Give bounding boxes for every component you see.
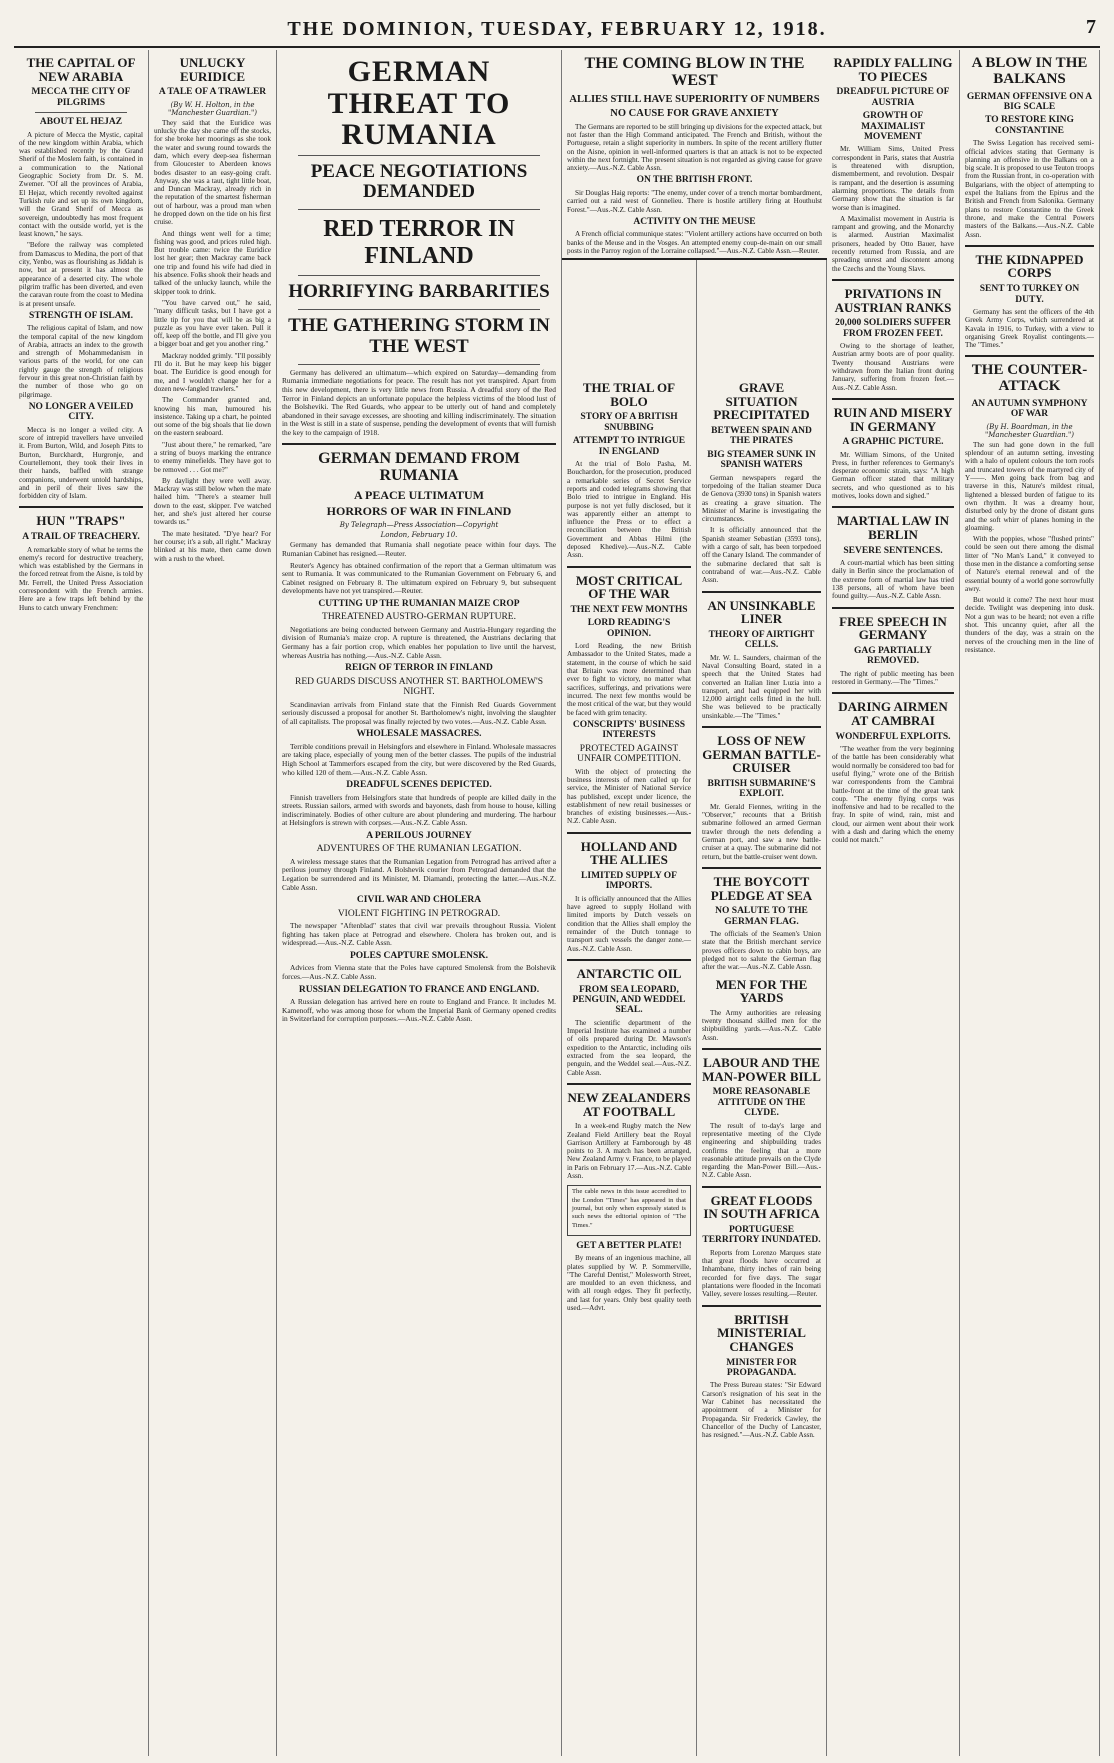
article-paragraph: Owing to the shortage of leather, Austrian army boots are of poor quality. Twenty thousand Austrians were withdrawn from the Italian front during January, suffering from frozen feet.—Aus.-N.Z. Cable Assn. [832, 342, 954, 392]
divider [965, 355, 1094, 357]
headline: ANTARCTIC OIL [576, 965, 682, 981]
divider [298, 364, 540, 365]
subheadline: PORTUGUESE TERRITORY INUNDATED. [702, 1225, 821, 1246]
article-paragraph: The sun had gone down in the full splendour of an autumn setting, investing with a halo of opulent colours the torn roofs and truncated towers of the martyred city of Y——. Men going back from bag and traverse in this, Nature's mildest ritual, lightened a blessed burden of fatigue to its own rhythm. It was a dreamy hour, disturbed only by the drone of distant guns and the soft whirr of planes homing in the gloaming. [965, 440, 1094, 532]
column-6 [827, 50, 960, 1756]
article-paragraph: They said that the Euridice was unlucky the day she came off the stocks, for she broke her moorings as she took the water and swung round towards the dam, which every deep-sea fisherman from Gloucester to Aberdeen knows bodes disaster to an easy-going craft. Anyway, she was a taut, tight little boat, and Duncan Mackray, already rich in the reputation of the smartest fisherman out of harbour, was a proud man when he dropped down on the tide on his first cruise. [154, 118, 271, 227]
subheadline: AN AUTUMN SYMPHONY OF WAR [971, 398, 1088, 420]
editorial-note: The cable news in this issue accredited to the London "Times" has appeared in that journal, but only when expressly stated is such news the editorial opinion of "The Times." [572, 1188, 686, 1229]
headline: A BLOW IN THE BALKANS [971, 55, 1088, 87]
article-paragraph: "You have carved out," he said, "many difficult tasks, but I have got a little tip for you that will be as big a puzzle as you have ever taken. Pull it off, keep off the bottle, and I'll give you a bigger boat and get you another ring." [154, 298, 271, 349]
headline: GERMAN DEMAND FROM RUMANIA [318, 450, 520, 485]
lead-deck: PEACE NEGOTIATIONS DEMANDED [310, 160, 528, 203]
column-7 [960, 50, 1100, 1756]
headline: AN UNSINKABLE LINER [707, 597, 816, 627]
article-paragraph: The right of public meeting has been restored in Germany.—The "Times." [832, 669, 954, 687]
subheadline: SEVERE SENTENCES. [843, 545, 943, 556]
section-heading: REIGN OF TERROR IN FINLAND [345, 663, 493, 674]
divider [702, 1186, 821, 1188]
lead-summary: Germany has delivered an ultimatum—which expired on Saturday—demanding from Rumania immediate negotiations for peace. The result has not yet transpired. Apart from this new development, there is very little news from Russia. A dreadful story of the Red Terror in Finland depicts an unfortunate populace the helpless victims of the blood lust of the Bolsheviki. The Red Guards, who appear to be utterly out of hand and completely abandoned in their savage excesses, are shooting and killing indiscriminately. The situation in the West is still in a state of suspense, pending the development of events that will furnish the key to the campaign of 1918. [282, 367, 556, 437]
section-subheading: PROTECTED AGAINST UNFAIR COMPETITION. [577, 743, 681, 765]
subheadline: THE NEXT FEW MONTHS [570, 604, 688, 615]
section-heading: ON THE BRITISH FRONT. [636, 175, 753, 186]
article-paragraph: A Russian delegation has arrived here en route to England and France. It includes M. Kamenoff, who was among those for whom the Imperial Bank of Germany opened credits in Switzerland for corruption purposes.—Aus.-N.Z. Cable Assn. [282, 996, 556, 1024]
divider [702, 1305, 821, 1307]
subheadline: A TALE OF A TRAWLER [158, 87, 267, 98]
subheadline: BIG STEAMER SUNK IN SPANISH WATERS [707, 449, 816, 471]
headline: THE CAPITAL OF NEW ARABIA [26, 55, 136, 84]
subheadline: NO SALUTE TO THE GERMAN FLAG. [715, 906, 808, 927]
section-heading: ACTIVITY ON THE MEUSE [633, 216, 756, 227]
article-paragraph: Mr. William Sims, United Press correspondent in Paris, states that Austria is threatened with disruption, dismemberment, and revolution. Despair is rampant, and the desertion is assuming alarming proportions. The details from Germany show that the situation is far worse than is imagined. [832, 145, 954, 212]
section-heading: A PERILOUS JOURNEY [366, 830, 472, 841]
masthead [14, 12, 1100, 48]
wire-credit: By Telegraph—Press Association—Copyright [339, 521, 499, 530]
subheadline: LORD READING'S OPINION. [587, 618, 671, 639]
section-heading: NO LONGER A VEILED CITY. [28, 401, 134, 423]
subheadline: ALLIES STILL HAVE SUPERIORITY OF NUMBERS [569, 93, 820, 105]
section-subheading: ADVENTURES OF THE RUMANIAN LEGATION. [316, 844, 522, 855]
subheadline: STORY OF A BRITISH SNUBBING [580, 412, 678, 433]
article-paragraph: Germany has demanded that Rumania shall negotiate peace within four days. The Rumanian Cabinet has resigned.—Reuter. [282, 540, 556, 559]
article-paragraph: It is officially announced that the Spanish steamer Sebastian (3593 tons), with a cargo of salt, has been torpedoed off the Canary Island. The commander of the submarine declared that salt is contraband of war.—Aus.-N.Z. Cable Assn. [702, 526, 821, 585]
headline: THE COUNTER-ATTACK [971, 362, 1088, 395]
headline: THE COMING BLOW IN THE WEST [584, 55, 805, 89]
article-paragraph: The newspaper "Aftenblad" states that civil war prevails throughout Russia. Violent fighting has taken place at Petrograd and elsewhere. Cholera has broken out, and is widespread.—Aus.-N.Z. Cable Assn. [282, 921, 556, 948]
subheadline: TO RESTORE KING CONSTANTINE [985, 115, 1074, 136]
subheadline: A GRAPHIC PICTURE. [842, 437, 944, 448]
headline: HOLLAND AND THE ALLIES [580, 838, 678, 868]
divider [832, 398, 954, 400]
subheadline: A TRAIL OF TREACHERY. [22, 532, 140, 543]
divider [19, 506, 143, 508]
headline: GREAT FLOODS IN SOUTH AFRICA [703, 1192, 820, 1222]
subheadline: GERMAN OFFENSIVE ON A BIG SCALE [966, 91, 1093, 112]
article-paragraph: And things went well for a time; fishing was good, and prices ruled high. But trouble came: twice the Euridice lost her gear; then Mackray came back one trip and found his wife had died in his absence. Folks shook their heads and talked of the unlucky launch, while the skipper took to drink. [154, 229, 271, 296]
column-lead [277, 50, 562, 1756]
article-paragraph: A French official communique states: "Violent artillery actions have occurred on both banks of the Meuse and in the Vosges. An attempted enemy coup-de-main on our small posts in the Parroy region of the Lorraine collapsed."—Aus.-N.Z. Cable Assn.—Reuter. [567, 230, 822, 255]
section-subheading: VIOLENT FIGHTING IN PETROGRAD. [337, 908, 501, 919]
column-2 [149, 50, 277, 1756]
divider [702, 726, 821, 728]
article-paragraph: A remarkable story of what he terms the enemy's record for destructive treachery, which was established by the Germans in the forced retreat from the Aisne, is told by Mr. Ferrell, the United Press Association correspondent with the French armies. Here are a few traps left behind by the Huns to catch unwary Frenchmen: [19, 545, 143, 612]
section-heading: CONSCRIPTS' BUSINESS INTERESTS [572, 719, 686, 741]
headline: THE KIDNAPPED CORPS [975, 251, 1084, 281]
article-paragraph: It is officially announced that the Allies have agreed to supply Holland with limited imports by Dutch vessels on condition that the Allies shall employ the remainder of the Dutch tonnage to transport such vessels the danger zone.—Aus.-N.Z. Cable Assn. [567, 894, 691, 953]
article-paragraph: By daylight they were well away. Mackray was still below when the mate hailed him. "There's a steamer hull down to the east, skipper. I've watched her, and she's just altered her course towards us." [154, 476, 271, 527]
subheadline: FROM SEA LEOPARD, PENGUIN, AND WEDDEL SEAL. [572, 984, 686, 1016]
divider [298, 155, 540, 156]
headline: FREE SPEECH IN GERMANY [839, 613, 947, 643]
article-paragraph: But would it come? The next hour must decide. Twilight was deepening into dusk. Not a gun was to be heard; not even a rifle shot. This uncanny quiet, after all the thunders of the day, was a strain on the nerves of the crouching men in the line of resistance. [965, 596, 1094, 654]
subheadline: ATTEMPT TO INTRIGUE IN ENGLAND [572, 436, 686, 457]
article-paragraph: Advices from Vienna state that the Poles have captured Smolensk from the Bolshevik forces.—Aus.-N.Z. Cable Assn. [282, 963, 556, 981]
divider [567, 1083, 691, 1085]
article-paragraph: A court-martial which has been sitting daily in Berlin since the proclamation of the extreme form of martial law has tried 138 persons, all of whom have been found guilty.—Aus.-N.Z. Cable Assn. [832, 559, 954, 601]
divider [35, 112, 127, 113]
section-subheading: RED GUARDS DISCUSS ANOTHER ST. BARTHOLOMEW'S NIGHT. [295, 676, 543, 698]
section-heading: CUTTING UP THE RUMANIAN MAIZE CROP [318, 599, 520, 610]
subheadline: HORRORS OF WAR IN FINLAND [326, 504, 512, 519]
headline: THE BOYCOTT PLEDGE AT SEA [710, 873, 813, 903]
subheadline: ABOUT EL HEJAZ [39, 117, 123, 128]
lead-headline: GERMAN THREAT TO RUMANIA [327, 55, 511, 151]
article-paragraph: "The weather from the very beginning of the battle has been considerably what would normally be considered too bad for useful flying," wrote one of the British war correspondents from the Cambrai battle-front at the time of the great tank coup. "The enemy flying corps was inoffensive and had to be recalled to the fray. In spite of wind, rain, mist and cloud, our airmen went about their work with a dash and daring which the enemy could not match." [832, 745, 954, 845]
byline: (By H. Boardman, in the "Manchester Guardian.") [985, 422, 1074, 439]
subheadline: MORE REASONABLE ATTITUDE ON THE CLYDE. [712, 1087, 811, 1119]
divider [298, 209, 540, 210]
headline: MOST CRITICAL OF THE WAR [575, 572, 683, 602]
subheadline: MINISTER FOR PROPAGANDA. [726, 1357, 797, 1379]
article-paragraph: A wireless message states that the Rumanian Legation from Petrograd has arrived after a perilous journey through Finland. A Bolshevik courier from Petrograd demanded that the Legation be surrendered and its Minister, M. Diamandi, protecting the latter.—Aus.-N.Z. Cable Assn. [282, 856, 556, 892]
article-paragraph: Mr. William Simons, of the United Press, in further references to Germany's desperate economic strain, says: "A high German officer stated that military secrets, and who questioned as to his motives, looks down and sighed." [832, 450, 954, 501]
article-paragraph: Sir Douglas Haig reports: "The enemy, under cover of a trench mortar bombardment, carried out a raid west of Gonnelieu. There is hostile artillery firing at Houthulst Forest."—Aus.-N.Z. Cable Assn. [567, 188, 822, 214]
page-number: 7 [1086, 16, 1096, 38]
advert-heading: GET A BETTER PLATE! [576, 1240, 682, 1251]
article-paragraph: "Before the railway was completed from Damascus to Medina, the port of that city, Yenbo, was as flourishing as Jiddah is now, but at present it has almost the appearance of a deserted city. The whole pilgrim traffic has been diverted, and even the caravan route from the coast to Medina is at present unsafe. [19, 241, 143, 308]
article-paragraph: The Germans are reported to be still bringing up divisions for the expected attack, but not faster than the High Command anticipated. The French and British, without the Portuguese, retain a slight superiority in numbers. In spite of the recent artillery flutter on the Aisne, opinion in well-informed quarters is that an attack is not to be expected within the next fortnight. The present situation is not regarded as giving cause for grave anxiety.—Aus.-N.Z. Cable Assn. [567, 122, 822, 173]
article-paragraph: At the trial of Bolo Pasha, M. Bouchardon, for the prosecution, produced a remarkable series of Secret Service reports and coded telegrams showing that Bolo tried to intrigue in England. His purpose is not yet fully disclosed, but it was apparently either an attempt to influence the Press or to effect a reconciliation between the British Government and Abbas Hilmi (the deposed Khedive).—Aus.-N.Z. Cable Assn. [567, 460, 691, 560]
headline: PRIVATIONS IN AUSTRIAN RANKS [834, 285, 952, 315]
section-heading: POLES CAPTURE SMOLENSK. [349, 950, 489, 961]
article-paragraph: A Maximalist movement in Austria is rampant and growing, and the Monarchy is alarmed. Austrian Maximalist prisoners, headed by Otto Bauer, have recently returned from Russia, and are spreading unrest and discontent among the Czechs and the Young Slavs. [832, 214, 954, 273]
article-paragraph: Negotiations are being conducted between Germany and Austria-Hungary regarding the division of Rumania's maize crop. A rupture is threatened, the Austrians declaring that Germany has a fair portion crop, which enables her population to live until the harvest, whereas Austria has nothing.—Aus.-N.Z. Cable Assn. [282, 624, 556, 660]
lead-deck: THE GATHERING STORM IN THE WEST [288, 314, 550, 357]
article-paragraph: With the poppies, whose "flushed prints" could be seen out there among the dismal litter of "No Man's Land," it conveyed to those men in the distance a comforting sense of Nature's eternal renewal and of the essential bounty of a world gone sorrowfully awry. [965, 535, 1094, 593]
section-heading: CIVIL WAR AND CHOLERA [356, 895, 482, 906]
article-paragraph: With the object of protecting the business interests of men called up for service, the Minister of National Service has published, except under licence, the establishment of new retail businesses or branches of existing businesses.—Aus.-N.Z. Cable Assn. [567, 767, 691, 826]
section-subheading: THREATENED AUSTRO-GERMAN RUPTURE. [322, 612, 516, 623]
subheadline: BETWEEN SPAIN AND THE PIRATES [711, 425, 812, 447]
subheadline: THEORY OF AIRTIGHT CELLS. [708, 629, 815, 651]
divider [832, 279, 954, 281]
byline: (By W. H. Holton, in the "Manchester Guardian.") [168, 100, 257, 117]
article-paragraph: The Swiss Legation has received semi-official advices stating that Germany is planning an offensive in the Balkans on a big scale. It is proposed to use Teuton troops from the Russian front, in co-operation with Bulgarians, with the object of attempting to expel the Italians from the Epirus and the British and French from Salonika. Germany plans to restore Constantine to the Greek throne, and make the Central Powers masters of the Balkans.—Aus.-N.Z. Cable Assn. [965, 139, 1094, 239]
headline: NEW ZEALANDERS AT FOOTBALL [567, 1089, 691, 1119]
section-heading: STRENGTH OF ISLAM. [29, 310, 133, 321]
article-paragraph: Lord Reading, the new British Ambassador to the United States, made a statement, in the course of which he said that Britain was more determined than ever to fight to victory, no matter what sacrifices, sufferings, and privations were incurred. The next few months would be the most critical of the war, but they would be faced with grim tenacity. [567, 642, 691, 717]
headline: MEN FOR THE YARDS [715, 976, 808, 1006]
headline: UNLUCKY EURIDICE [179, 55, 246, 84]
divider [282, 443, 556, 445]
divider [702, 867, 821, 869]
article-paragraph: Scandinavian arrivals from Finland state that the Finnish Red Guards Government seriously discussed a proposal for another St. Bartholomew's night, involving the slaughter of all capitalists. The proposal was finally rejected by two votes.—Aus.-N.Z. Cable Assn. [282, 699, 556, 726]
column-5 [697, 50, 827, 1756]
article-paragraph: The officials of the Seamen's Union state that the British merchant service proves officers down to cabin boys, are pledged not to salute the German flag after the war.—Aus.-N.Z. Cable Assn. [702, 930, 821, 972]
divider [298, 309, 540, 310]
headline: BRITISH MINISTERIAL CHANGES [717, 1311, 806, 1354]
headline: RAPIDLY FALLING TO PIECES [833, 55, 953, 84]
article-paragraph: A picture of Mecca the Mystic, capital of the new kingdom within Arabia, which was established recently by the Grand Sherif of the Moslem faith, is contained in a communication to the National Geographic Society from Dr. S. M. Zwemer. "Of all the provinces of Arabia, El Hejaz, which recently revolted against Turkish rule and set up its own kingdom, will the Grand Sherif of Mecca as sovereign, undoubtedly has most frequent contact with the outside world, yet is the least known," he says. [19, 130, 143, 239]
section-heading: DREADFUL SCENES DEPICTED. [346, 780, 492, 791]
subheadline: NO CAUSE FOR GRAVE ANXIETY [610, 108, 779, 120]
article-paragraph: Reuter's Agency has obtained confirmation of the report that a German ultimatum was sent to Rumania. It was communicated to the Rumanian Government on February 6, and Cabinet resigned on February 8. The ultimatum expired on February 9, but subsequent developments have not yet transpired.—Reuter. [282, 560, 556, 596]
article-paragraph: Mackray nodded grimly. "I'll possibly I'll do it. But he may keep his bigger boat. The Euridice is good enough for me, and I wouldn't change her for a dozen new-fangled trawlers." [154, 351, 271, 393]
subheadline: GROWTH OF MAXIMALIST MOVEMENT [861, 111, 925, 143]
article-paragraph: Reports from Lorenzo Marques state that great floods have occurred at Inhambane, thirty inches of rain being recorded for five days. The sugar plantations were flooded in the Incomati Valley, severe losses resulting.—Reuter. [702, 1248, 821, 1299]
article-paragraph: The Press Bureau states: "Sir Edward Carson's resignation of his seat in the War Cabinet has necessitated the appointment of a Minister for Propaganda. Sir Frederick Cawley, the Chancellor of the Duchy of Lancaster, has resigned."—Aus.-N.Z. Cable Assn. [702, 1381, 821, 1440]
article-paragraph: The mate hesitated. "D'ye hear? For her course; it's a sub, all right." Mackray blinked at his mate, then came down with a rush to the wheel. [154, 529, 271, 563]
editorial-note-box [567, 1185, 691, 1235]
subheadline: GAG PARTIALLY REMOVED. [853, 645, 933, 667]
article-paragraph: German newspapers regard the torpedoing of the Italian steamer Duca de Genova (3930 tons) in Spanish waters as creating a grave situation. The Minister of Marine is investigating the circumstances. [702, 473, 821, 524]
subheadline: 20,000 SOLDIERS SUFFER FROM FROZEN FEET. [835, 318, 951, 339]
headline: MARTIAL LAW IN BERLIN [837, 513, 949, 542]
headline: THE TRIAL OF BOLO [582, 380, 676, 409]
article-paragraph: In a week-end Rugby match the New Zealand Field Artillery beat the Royal Garrison Artillery at Farnborough by 48 points to 3. A match has been arranged, New Zealand Army v. France, to be played in Paris on February 17.—Aus.-N.Z. Cable Assn. [567, 1122, 691, 1181]
article-paragraph: The scientific department of the Imperial Institute has examined a number of oils prepared during Dr. Mawson's expedition to the Antarctic, including oils extracted from the sea leopard, the penguin, and the Weddel seal.—Aus.-N.Z. Cable Assn. [567, 1018, 691, 1077]
newspaper-title: THE DOMINION, TUESDAY, FEBRUARY 12, 1918. [287, 17, 827, 40]
divider [965, 245, 1094, 247]
dateline: London, February 10. [380, 531, 458, 540]
subheadline: MECCA THE CITY OF PILGRIMS [31, 87, 131, 108]
divider [832, 506, 954, 508]
subheadline: BRITISH SUBMARINE'S EXPLOIT. [707, 778, 816, 800]
headline: GRAVE SITUATION PRECIPITATED [713, 380, 810, 423]
headline: DARING AIRMEN AT CAMBRAI [838, 699, 948, 728]
section-heading: RUSSIAN DELEGATION TO FRANCE AND ENGLAND. [298, 984, 540, 995]
article-paragraph: Finnish travellers from Helsingfors state that hundreds of people are killed daily in the streets. Russian sailors, armed with swords and bayonets, dash from house to house, killing indiscriminately. Bodies of other culture are about plundering and murdering. The harbour at Helsingfors is strewn with corpses.—Aus.-N.Z. Cable Assn. [282, 792, 556, 828]
article-paragraph: Mecca is no longer a veiled city. A score of intrepid travellers have unveiled it. From Burton, Wild, and Joseph Pitts to Burton, Burckhardt, Hurgronje, and Courtellemont, they took their lives in their hands, baffled with strange companions, underwent untold hardships, and in peril of their lives saw the forbidden city of Islam. [19, 425, 143, 501]
divider [567, 832, 691, 834]
column-1 [14, 50, 149, 1756]
subheadline: SENT TO TURKEY ON DUTY. [979, 284, 1080, 305]
divider [832, 692, 954, 694]
divider [567, 566, 691, 568]
advertisement: By means of an ingenious machine, all plates supplied by W. P. Sommerville, "The Careful Dentist," Molesworth Street, are moulded to an even thickness, and with all rough edges. They fit perfectly, and last for years. Only best quality teeth used.—Advt. [567, 1254, 691, 1313]
divider [832, 607, 954, 609]
lead-deck: HORRIFYING BARBARITIES [288, 281, 550, 303]
lead-deck: RED TERROR IN FINLAND [323, 216, 515, 269]
article-paragraph: "Just about there," he remarked, "are a string of buoys marking the entrance to enemy minefields. They have got to be removed . . . Got me?" [154, 440, 271, 474]
article-paragraph: The result of to-day's large and representative meeting of the Clyde engineering and shipbuilding trades confirms the feeling that a more reasonable attitude prevails on the Clyde regarding the Man-Power Bill.—Aus.-N.Z. Cable Assn. [702, 1121, 821, 1180]
article-paragraph: Mr. W. L. Saunders, chairman of the Naval Consulting Board, stated in a speech that the United States had converted an Italian liner Luzia into a transport, and had equipped her with 12,000 airtight cells fitted in the hull. She was believed to be practically unsinkable.—The "Times." [702, 653, 821, 720]
spanning-story [562, 50, 827, 260]
divider [702, 1048, 821, 1050]
section-heading: WHOLESALE MASSACRES. [356, 729, 482, 740]
article-paragraph: Terrible conditions prevail in Helsingfors and elsewhere in Finland. Wholesale massacres are taking place, especially of young men of the better classes. The pupils of the industrial High School at Tammerfors escaped from the city, but were discovered by the Red Guards, who killed 120 of them.—Aus.-N.Z. Cable Assn. [282, 741, 556, 777]
headline: RUIN AND MISERY IN GERMANY [833, 404, 953, 434]
article-paragraph: The Commander granted and, knowing his man, humoured his insistence. Taking up a chart, he pointed out some of the big shoals that lie down on the eastern seaboard. [154, 396, 271, 438]
subheadline: A PEACE ULTIMATUM [353, 488, 484, 503]
article-paragraph: Mr. Gerald Fiennes, writing in the "Observer," recounts that a British submarine followed an armed German trawler through the nets defending a German port, and saw a new battle-cruiser at a quay. The submarine did not return, but the battle-cruiser went down. [702, 802, 821, 861]
article-paragraph: The religious capital of Islam, and now the temporal capital of the new kingdom of Arabia, attracts an index to the growth and strength of Mohammedanism in various parts of the world, for one can rightly gauge the strength of religious fervour in this great non-Christian faith by the number of those who go on pilgrimage. [19, 324, 143, 399]
divider [702, 591, 821, 593]
subheadline: LIMITED SUPPLY OF IMPORTS. [581, 870, 677, 892]
headline: LABOUR AND THE MAN-POWER BILL [702, 1055, 821, 1084]
headline: HUN "TRAPS" [36, 513, 126, 529]
headline: LOSS OF NEW GERMAN BATTLE-CRUISER [702, 733, 821, 776]
subheadline: DREADFUL PICTURE OF AUSTRIA [836, 87, 950, 108]
article-paragraph: Germany has sent the officers of the 4th Greek Army Corps, which surrendered at Kavala in 1916, to Turkey, with a view to organising Greek Royalist contingents.—The "Times." [965, 307, 1094, 350]
article-paragraph: The Army authorities are releasing twenty thousand skilled men for the shipbuilding yards.—Aus.-N.Z. Cable Assn. [702, 1008, 821, 1042]
divider [567, 959, 691, 961]
subheadline: WONDERFUL EXPLOITS. [835, 731, 951, 742]
divider [298, 275, 540, 276]
